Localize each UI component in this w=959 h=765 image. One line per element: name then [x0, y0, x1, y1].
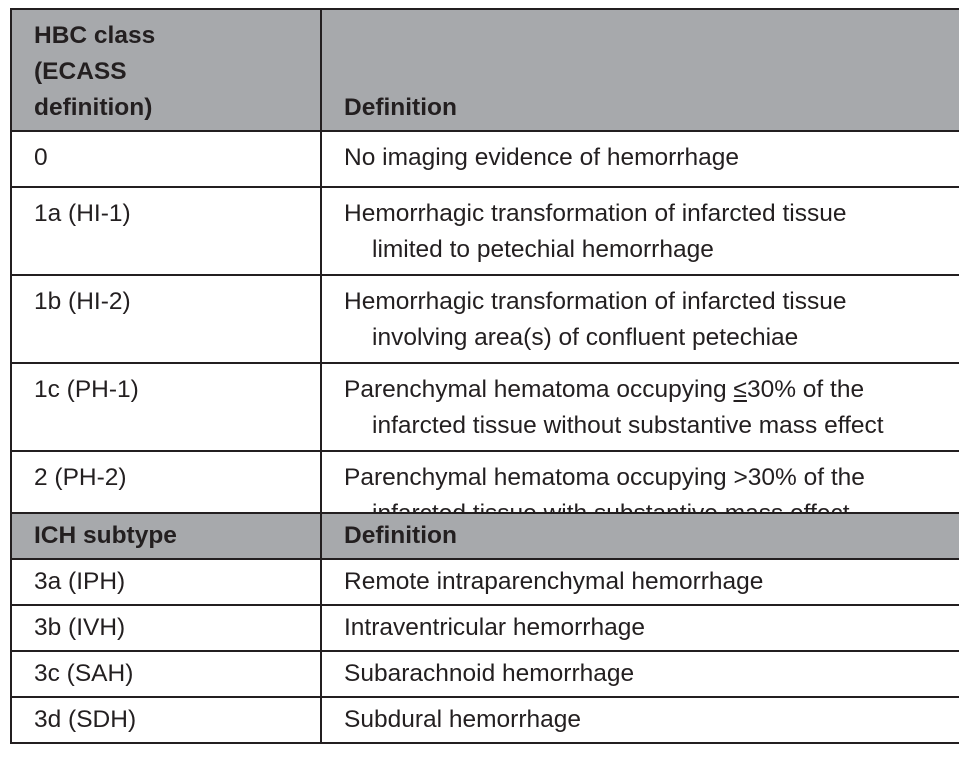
hbc-classification-table — [10, 8, 959, 538]
header-hbc-class-line1: HBC class — [34, 22, 156, 49]
definition-text-line1: Parenchymal hematoma occupying >30% of the — [344, 464, 865, 491]
definition-text-line1: Hemorrhagic transformation of infarcted tissue — [344, 200, 847, 227]
definition-cell — [321, 275, 959, 363]
header-hbc-class-line3: definition) — [34, 94, 153, 121]
ich-subtype-cell: 3a (IPH) — [11, 559, 321, 605]
header-hbc-class — [11, 9, 321, 131]
header-definition: Definition — [321, 9, 959, 131]
table-row — [11, 697, 959, 743]
definition-cell: Subarachnoid hemorrhage — [321, 651, 959, 697]
less-or-equal-symbol: ≤ — [733, 376, 747, 403]
table-row — [11, 363, 959, 451]
header-definition: Definition — [321, 513, 959, 559]
hbc-class-cell: 2 (PH-2) — [11, 451, 321, 538]
ich-subtype-cell: 3b (IVH) — [11, 605, 321, 651]
definition-text-line2: limited to petechial hemorrhage — [372, 236, 714, 263]
header-ich-subtype: ICH subtype — [11, 513, 321, 559]
table-row — [11, 131, 959, 187]
table-row — [11, 651, 959, 697]
table-row — [11, 275, 959, 363]
definition-cell: Subdural hemorrhage — [321, 697, 959, 743]
header-row — [11, 9, 959, 131]
definition-text: No imaging evidence of hemorrhage — [344, 144, 739, 171]
definition-text-line1 — [344, 376, 864, 403]
hbc-class-cell: 1a (HI-1) — [11, 187, 321, 275]
hbc-class-cell: 1b (HI-2) — [11, 275, 321, 363]
ich-subtype-cell: 3c (SAH) — [11, 651, 321, 697]
table-row — [11, 559, 959, 605]
definition-text-line2: infarcted tissue without substantive mass effect — [372, 412, 884, 439]
definition-cell — [321, 363, 959, 451]
definition-cell — [321, 131, 959, 187]
table-row — [11, 187, 959, 275]
hbc-class-cell: 0 — [11, 131, 321, 187]
ich-subtype-cell: 3d (SDH) — [11, 697, 321, 743]
definition-cell — [321, 187, 959, 275]
definition-text-line2: involving area(s) of confluent petechiae — [372, 324, 799, 351]
table-row — [11, 605, 959, 651]
definition-cell: Intraventricular hemorrhage — [321, 605, 959, 651]
definition-cell: Remote intraparenchymal hemorrhage — [321, 559, 959, 605]
definition-text-post: 30% of the — [746, 376, 865, 403]
header-row — [11, 513, 959, 559]
hbc-class-cell: 1c (PH-1) — [11, 363, 321, 451]
hbc-table-header — [11, 9, 959, 131]
ich-table-header — [11, 513, 959, 559]
header-hbc-class-line2: (ECASS — [34, 58, 127, 85]
definition-text-pre: Parenchymal hematoma occupying — [344, 376, 734, 403]
ich-subtype-table — [10, 512, 959, 744]
definition-text-line1: Hemorrhagic transformation of infarcted tissue — [344, 288, 847, 315]
